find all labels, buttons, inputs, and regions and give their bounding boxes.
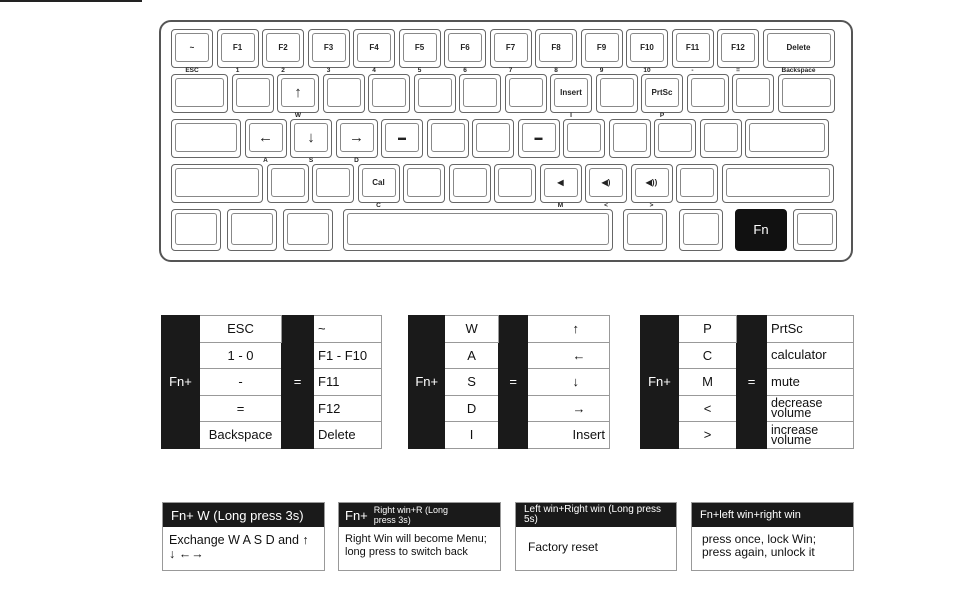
result-cell: ↑ — [528, 316, 610, 343]
key-legend: Delete — [767, 33, 831, 62]
key-legend — [683, 213, 719, 245]
key-cell: < — [679, 395, 737, 422]
key — [609, 119, 651, 158]
key — [358, 164, 400, 209]
key — [353, 29, 395, 74]
key — [171, 74, 228, 113]
key — [563, 119, 605, 158]
key-sublabel: S — [308, 157, 314, 164]
key — [518, 119, 560, 158]
key-legend: PrtSc — [645, 78, 679, 107]
key-legend — [431, 123, 465, 152]
key — [540, 164, 582, 209]
key-legend — [287, 213, 329, 245]
key-legend: F5 — [403, 33, 437, 62]
key-legend — [691, 78, 725, 107]
key-cell: P — [679, 316, 737, 343]
shortcut-box-win-lock — [691, 502, 854, 571]
key-legend — [316, 168, 350, 197]
key-legend — [175, 78, 224, 107]
key — [472, 119, 514, 158]
key — [672, 29, 714, 74]
key — [585, 164, 627, 209]
key-sublabel: 9 — [599, 67, 604, 74]
key — [679, 209, 723, 251]
key-legend — [782, 78, 831, 107]
key-sublabel: D — [354, 157, 359, 164]
key — [654, 119, 696, 158]
space-key — [343, 209, 613, 251]
key — [368, 74, 410, 113]
key-legend — [749, 123, 825, 152]
key-sublabel: 6 — [463, 67, 467, 74]
key — [171, 164, 263, 203]
key — [535, 29, 577, 74]
key-legend: ◀) — [589, 168, 623, 197]
key — [403, 164, 445, 203]
key-legend — [271, 168, 305, 197]
shortcut-box-factory-reset — [515, 502, 677, 571]
result-cell: ← — [528, 342, 610, 369]
equals-cell: = — [737, 316, 767, 449]
key-legend: ◀ — [544, 168, 578, 197]
key — [312, 164, 354, 203]
key — [494, 164, 536, 203]
key-legend: ~ — [175, 33, 209, 62]
key-sublabel: Backspace — [781, 67, 816, 74]
key-cell: > — [679, 422, 737, 449]
key-sublabel: W — [294, 112, 302, 119]
key-legend: → — [340, 123, 374, 152]
key — [793, 209, 837, 251]
key-cell: = — [200, 395, 282, 422]
key-sublabel: > — [649, 202, 654, 209]
top-rule — [0, 0, 142, 2]
key-legend — [175, 123, 237, 152]
mapping-table-function-keys — [161, 315, 382, 449]
key — [732, 74, 774, 113]
key-legend — [347, 213, 609, 245]
key — [778, 74, 835, 113]
key-sublabel: A — [263, 157, 268, 164]
key-sublabel: 7 — [508, 67, 513, 74]
key-legend — [175, 213, 217, 245]
keyboard-diagram — [159, 20, 853, 262]
result-cell: F1 - F10 — [314, 342, 382, 369]
key-legend — [509, 78, 543, 107]
key-legend — [372, 78, 406, 107]
box-body: Factory reset — [528, 540, 599, 554]
key — [232, 74, 274, 113]
result-cell: F11 — [314, 369, 382, 396]
key-sublabel: = — [736, 67, 740, 74]
box-header: Fn+ W (Long press 3s) — [163, 503, 324, 527]
key-legend: F11 — [676, 33, 710, 62]
result-cell: decrease volume — [767, 395, 854, 422]
key — [171, 119, 241, 158]
key-cell: C — [679, 342, 737, 369]
key — [171, 29, 213, 74]
key — [623, 209, 667, 251]
result-cell: ↓ — [528, 369, 610, 396]
key — [308, 29, 350, 74]
key-sublabel: 3 — [326, 67, 331, 74]
key-sublabel: I — [570, 112, 572, 119]
key-sublabel: 8 — [554, 67, 558, 74]
key-legend: Insert — [554, 78, 588, 107]
key-legend — [736, 78, 770, 107]
result-cell: mute — [767, 369, 854, 396]
key — [444, 29, 486, 74]
key-legend: F8 — [539, 33, 573, 62]
key — [323, 74, 365, 113]
key-sublabel: 10 — [643, 67, 651, 74]
key — [459, 74, 501, 113]
key-legend — [704, 123, 738, 152]
key-legend: ▬ — [385, 123, 419, 152]
key-legend — [236, 78, 270, 107]
key — [641, 74, 683, 119]
key — [171, 209, 221, 251]
fn-cell: Fn+ — [162, 316, 200, 449]
box-header-sub: Right win+R (Long press 3s) — [373, 505, 449, 525]
key-legend — [498, 168, 532, 197]
key — [267, 164, 309, 203]
key-legend — [463, 78, 497, 107]
key-sublabel: 1 — [235, 67, 240, 74]
key — [427, 119, 469, 158]
key-legend: F4 — [357, 33, 391, 62]
result-cell: increase volume — [767, 422, 854, 449]
key-cell: A — [445, 342, 498, 369]
key-cell: Backspace — [200, 422, 282, 449]
key — [550, 74, 592, 119]
key — [490, 29, 532, 74]
key — [217, 29, 259, 74]
key-legend — [627, 213, 663, 245]
key-legend — [231, 213, 273, 245]
key-legend: F3 — [312, 33, 346, 62]
key-cell: M — [679, 369, 737, 396]
equals-cell: = — [498, 316, 528, 449]
box-body: Exchange W A S D and ↑ ↓ ←→ — [169, 533, 309, 561]
box-body: press once, lock Win; press again, unlock it — [702, 532, 817, 559]
key — [745, 119, 829, 158]
key — [336, 119, 378, 164]
key-legend — [476, 123, 510, 152]
key-legend — [407, 168, 441, 197]
key — [687, 74, 729, 113]
key-legend: F12 — [721, 33, 755, 62]
key-legend — [600, 78, 634, 107]
key — [505, 74, 547, 113]
box-header: Fn+left win+right win — [692, 503, 853, 527]
key-legend: F7 — [494, 33, 528, 62]
key-cell: D — [445, 395, 498, 422]
fn-cell: Fn+ — [641, 316, 679, 449]
key-cell: W — [445, 316, 498, 343]
key-legend: Cal — [362, 168, 396, 197]
key-legend: F2 — [266, 33, 300, 62]
key-legend — [726, 168, 830, 197]
key-legend — [175, 168, 259, 197]
key-legend — [680, 168, 714, 197]
key — [245, 119, 287, 164]
key-legend: F10 — [630, 33, 664, 62]
key-cell: S — [445, 369, 498, 396]
key-cell: ESC — [200, 316, 282, 343]
mapping-table-arrows — [408, 315, 610, 449]
key-legend — [327, 78, 361, 107]
key — [722, 164, 834, 203]
key-sublabel: 5 — [417, 67, 422, 74]
fn-cell: Fn+ — [409, 316, 445, 449]
key-sublabel: ESC — [185, 67, 199, 74]
box-header: Left win+Right win (Long press 5s) — [516, 503, 676, 527]
key-cell: 1 - 0 — [200, 342, 282, 369]
key — [399, 29, 441, 74]
key — [717, 29, 759, 74]
key — [626, 29, 668, 74]
key-legend: ↑ — [281, 78, 315, 107]
result-cell: calculator — [767, 342, 854, 369]
key-legend: F6 — [448, 33, 482, 62]
result-cell: Insert — [528, 422, 610, 449]
result-cell: Delete — [314, 422, 382, 449]
box-body: Right Win will become Menu; long press to switch back — [345, 533, 487, 558]
key-legend: ◀)) — [635, 168, 669, 197]
key — [283, 209, 333, 251]
key-legend: F9 — [585, 33, 619, 62]
mapping-table-media — [640, 315, 854, 449]
result-cell: PrtSc — [767, 316, 854, 343]
key-sublabel: C — [376, 202, 381, 209]
key-legend: ↓ — [294, 123, 328, 152]
key-legend — [613, 123, 647, 152]
box-header-main: Fn+ — [345, 507, 368, 523]
key — [227, 209, 277, 251]
key-legend — [797, 213, 833, 245]
result-cell: → — [528, 395, 610, 422]
result-cell: ~ — [314, 316, 382, 343]
key — [414, 74, 456, 113]
key-legend — [658, 123, 692, 152]
key — [449, 164, 491, 203]
key-sublabel: - — [691, 67, 694, 74]
key-sublabel: 4 — [372, 67, 376, 74]
key-legend — [418, 78, 452, 107]
key — [381, 119, 423, 158]
key-legend — [567, 123, 601, 152]
result-cell: F12 — [314, 395, 382, 422]
key-legend: ▬ — [522, 123, 556, 152]
key-legend — [453, 168, 487, 197]
key — [763, 29, 835, 74]
key — [596, 74, 638, 113]
key-legend: ← — [249, 123, 283, 152]
key — [581, 29, 623, 74]
shortcut-box-menu-key — [338, 502, 501, 571]
fn-key — [735, 209, 787, 251]
key-legend: Fn — [753, 221, 769, 237]
key — [700, 119, 742, 158]
key-cell: - — [200, 369, 282, 396]
key — [676, 164, 718, 203]
key — [277, 74, 319, 119]
equals-cell: = — [282, 316, 314, 449]
key-sublabel: M — [557, 202, 564, 209]
key-legend: F1 — [221, 33, 255, 62]
key — [631, 164, 673, 209]
key-sublabel: 2 — [281, 67, 285, 74]
key — [262, 29, 304, 74]
key-sublabel: < — [604, 202, 608, 209]
key-sublabel: P — [659, 112, 665, 119]
key — [290, 119, 332, 164]
shortcut-box-swap-wasd — [162, 502, 325, 571]
key-cell: I — [445, 422, 498, 449]
box-header — [339, 503, 500, 527]
